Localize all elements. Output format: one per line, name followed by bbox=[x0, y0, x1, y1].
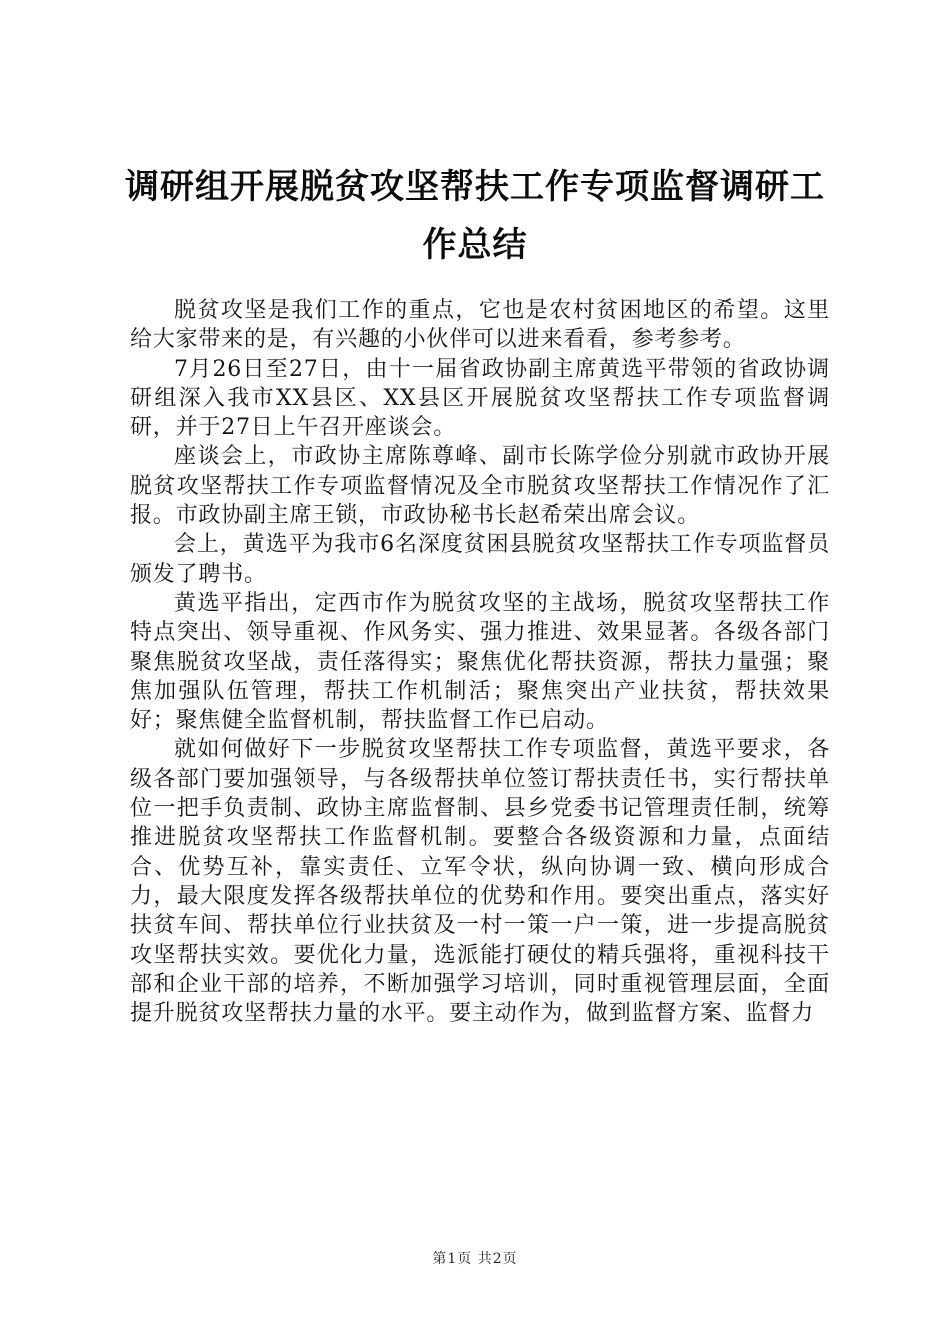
paragraph: 7月26日至27日，由十一届省政协副主席黄选平带领的省政协调研组深入我市XX县区、XX县区开展脱贫攻坚帮扶工作专项监督调研，并于27日上午召开座谈会。 bbox=[130, 356, 830, 441]
paragraph: 座谈会上，市政协主席陈尊峰、副市长陈学俭分别就市政协开展脱贫攻坚帮扶工作专项监督情况及全市脱贫攻坚帮扶工作情况作了汇报。市政协副主席王锁，市政协秘书长赵希荣出席会议。 bbox=[130, 444, 830, 529]
document-title: 调研组开展脱贫攻坚帮扶工作专项监督调研工作总结 bbox=[125, 167, 825, 265]
paragraph: 就如何做好下一步脱贫攻坚帮扶工作专项监督，黄选平要求，各级各部门要加强领导，与各级帮扶单位签订帮扶责任书，实行帮扶单位一把手负责制、政协主席监督制、县乡党委书记管理责任制，统筹推进脱贫攻坚帮扶工作监督机制。要整合各级资源和力量，点面结合、优势互补，靠实责任、立军令状，纵向协调一致、横向形成合力，最大限度发挥各级帮扶单位的优势和作用。要突出重点，落实好扶贫车间、帮扶单位行业扶贫及一村一策一户一策，进一步提高脱贫攻坚帮扶实效。要优化力量，选派能打硬仗的精兵强将，重视科技干部和企业干部的培养，不断加强学习培训，同时重视管理层面，全面提升脱贫攻坚帮扶力量的水平。要主动作为，做到监督方案、监督力 bbox=[130, 737, 830, 1027]
document-body bbox=[130, 296, 830, 1028]
paragraph: 脱贫攻坚是我们工作的重点，它也是农村贫困地区的希望。这里给大家带来的是，有兴趣的小伙伴可以进来看看，参考参考。 bbox=[130, 298, 830, 353]
paragraph: 会上，黄选平为我市6名深度贫困县脱贫攻坚帮扶工作专项监督员颁发了聘书。 bbox=[130, 532, 830, 587]
paragraph: 黄选平指出，定西市作为脱贫攻坚的主战场，脱贫攻坚帮扶工作特点突出、领导重视、作风务实、强力推进、效果显著。各级各部门聚焦脱贫攻坚战，责任落得实；聚焦优化帮扶资源，帮扶力量强；聚焦加强队伍管理，帮扶工作机制活；聚焦突出产业扶贫，帮扶效果好；聚焦健全监督机制，帮扶监督工作已启动。 bbox=[130, 590, 830, 734]
page-number-footer: 第1页 共2页 bbox=[432, 1251, 518, 1267]
